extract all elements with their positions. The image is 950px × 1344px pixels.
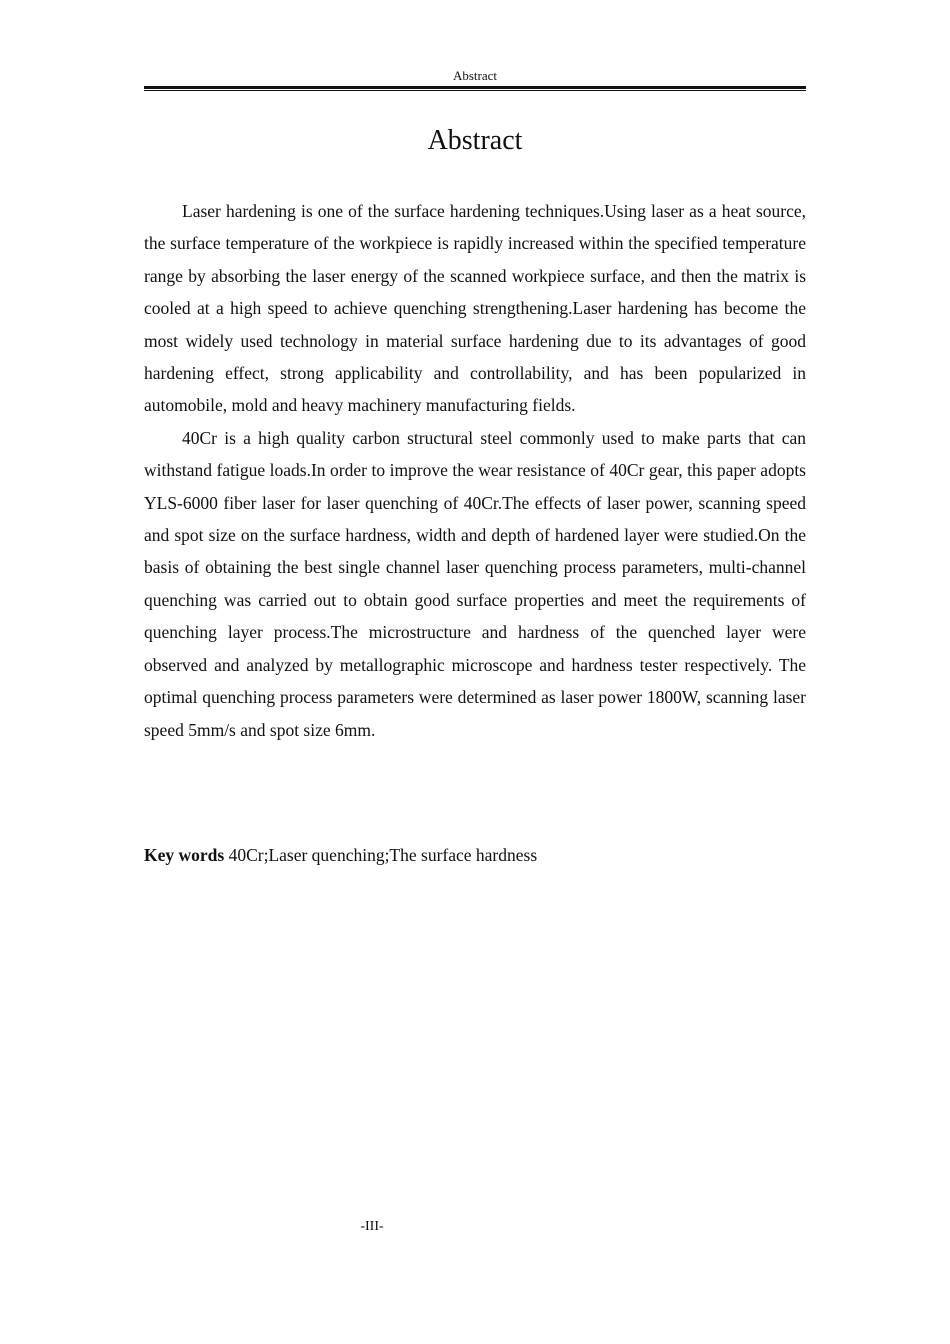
keywords-text: 40Cr;Laser quenching;The surface hardness (228, 845, 538, 865)
abstract-paragraph-2: 40Cr is a high quality carbon structural steel commonly used to make parts that can withstand fatigue loads.In order to improve the wear resistance of 40Cr gear, this paper adopts YLS-6000 fiber laser for laser quenching of 40Cr.The effects of laser power, scanning speed and spot size on the surface hardness, width and depth of hardened layer were studied.On the basis of obtaining the best single channel laser quenching process parameters, multi-channel quenching was carried out to obtain good surface properties and meet the requirements of quenching layer process.The microstructure and hardness of the quenched layer were observed and analyzed by metallographic microscope and hardness tester respectively. The optimal quenching process parameters were determined as laser power 1800W, scanning laser speed 5mm/s and spot size 6mm. (144, 427, 806, 740)
abstract-paragraph-1: Laser hardening is one of the surface hardening techniques.Using laser as a heat source, the surface temperature of the workpiece is rapidly increased within the specified temperature range by absorbing the laser energy of the scanned workpiece surface, and then the matrix is cooled at a high speed to achieve quenching strengthening.Laser hardening has become the most widely used technology in material surface hardening due to its advantages of good hardening effect, strong applicability and controllability, and has been popularized in automobile, mold and heavy machinery manufacturing fields. (144, 201, 806, 416)
header-double-rule (144, 86, 806, 91)
running-header: Abstract (452, 68, 498, 83)
page-title: Abstract (427, 125, 523, 156)
keywords-line (144, 840, 806, 870)
abstract-body (144, 195, 806, 746)
keywords-label: Key words (144, 845, 225, 865)
page-number: -III- (360, 1219, 384, 1234)
